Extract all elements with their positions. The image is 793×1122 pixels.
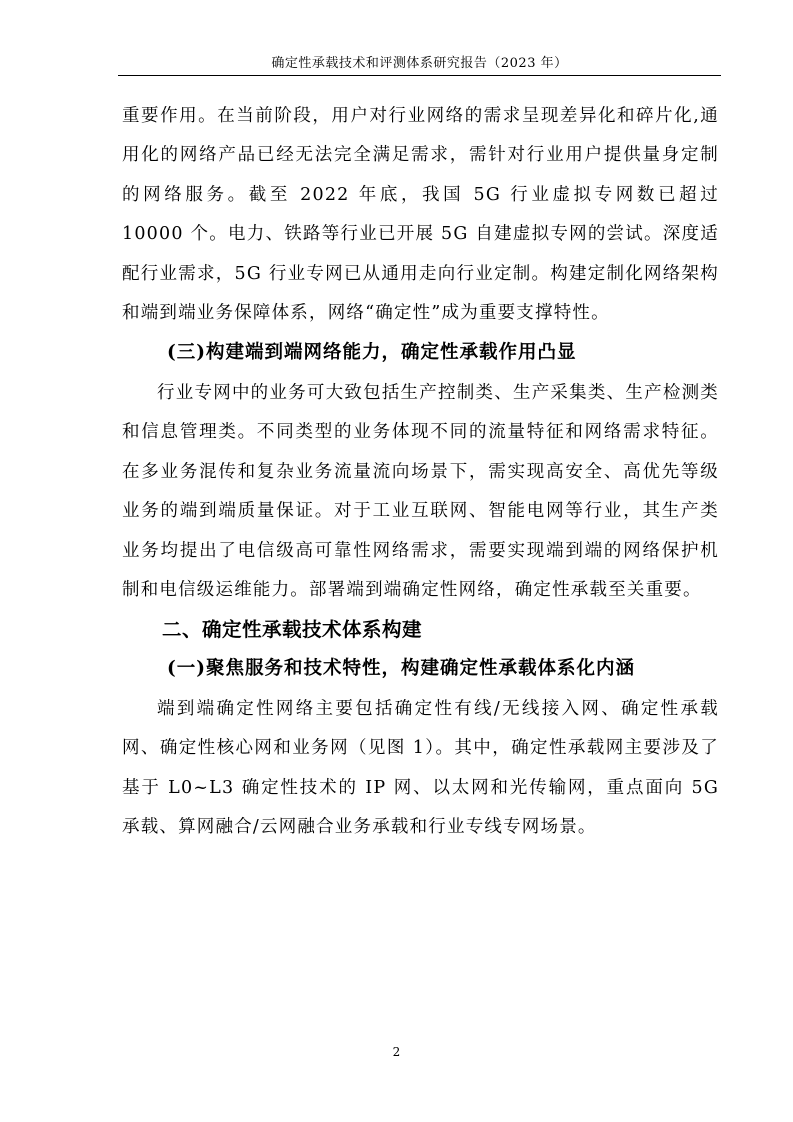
section-heading-3: (三)构建端到端网络能力，确定性承载作用凸显: [167, 342, 577, 364]
paragraph-end-to-end-capability: 行业专网中的业务可大致包括生产控制类、生产采集类、生产检测类和信息管理类。不同类型的业务体现不同的流量特征和网络需求特征。在多业务混传和复杂业务流量流向场景下，需实现高安全、高优先等级业务的端到端质量保证。对于工业互联网、智能电网等行业，其生产类业务均提出了电信级高可靠性网络需求，需要实现端到端的网络保护机制和电信级运维能力。部署端到端确定性网络，确定性承载至关重要。: [122, 382, 719, 600]
running-header: 确定性承载技术和评测体系研究报告（2023 年）: [271, 56, 568, 71]
section-heading-1: (一)聚焦服务和技术特性，构建确定性承载体系化内涵: [167, 658, 636, 680]
paragraph-industry-network-needs: 重要作用。在当前阶段，用户对行业网络的需求呈现差异化和碎片化,通用化的网络产品已经无法完全满足需求，需针对行业用户提供量身定制的网络服务。截至 2022 年底，我国 5G 行业虚拟专网数已超过 10000 个。电力、铁路等行业已开展 5G 自建虚拟专网的尝试。深度适配行业需求，5G 行业专网已从通用走向行业定制。构建定制化网络架构和端到端业务保障体系，网络“确定性”成为重要支撑特性。: [122, 106, 719, 324]
chapter-heading-2: 二、确定性承载技术体系构建: [162, 618, 423, 642]
paragraph-deterministic-network-composition: 端到端确定性网络主要包括确定性有线/无线接入网、确定性承载网、确定性核心网和业务网（见图 1）。其中，确定性承载网主要涉及了基于 L0~L3 确定性技术的 IP 网、以太网和光传输网，重点面向 5G 承载、算网融合/云网融合业务承载和行业专线专网场景。: [122, 698, 719, 838]
header-rule: [118, 75, 721, 76]
page-number: 2: [392, 1045, 401, 1059]
document-body: [122, 97, 719, 848]
